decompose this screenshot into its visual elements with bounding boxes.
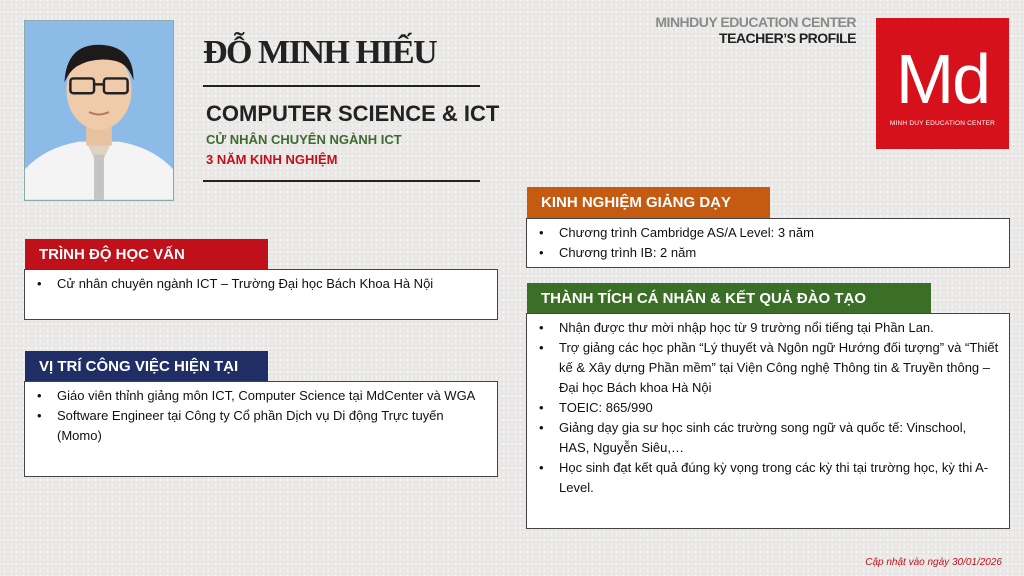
current-position-header: VỊ TRÍ CÔNG VIỆC HIỆN TẠI <box>25 351 268 382</box>
updated-date: Cập nhật vào ngày 30/01/2026 <box>865 557 1002 568</box>
teacher-subject: COMPUTER SCIENCE & ICT <box>206 101 500 126</box>
list-item: • Giảng dạy gia sư học sinh các trường song ngữ và quốc tế: Vinschool, HAS, Nguyễn Siêu,… <box>535 418 999 458</box>
achievements-list <box>535 318 999 498</box>
teaching-experience-header: KINH NGHIỆM GIẢNG DẠY <box>527 187 770 218</box>
teacher-name: ĐỖ MINH HIẾU <box>203 34 437 71</box>
teacher-photo <box>24 20 174 201</box>
list-item: • Cử nhân chuyên ngành ICT – Trường Đại học Bách Khoa Hà Nội <box>33 274 487 294</box>
divider-bottom <box>203 180 480 182</box>
current-position-box <box>24 381 498 477</box>
list-item: • Chương trình IB: 2 năm <box>535 243 999 263</box>
teaching-experience-list <box>535 223 999 263</box>
list-item: • Software Engineer tại Công ty Cổ phần Dịch vụ Di động Trực tuyến (Momo) <box>33 406 487 446</box>
teaching-experience-box <box>526 218 1010 268</box>
education-header: TRÌNH ĐỘ HỌC VẤN <box>25 239 268 270</box>
teacher-experience: 3 NĂM KINH NGHIỆM <box>206 152 338 167</box>
current-position-list <box>33 386 487 446</box>
teacher-degree: CỬ NHÂN CHUYÊN NGÀNH ICT <box>206 132 402 147</box>
portrait-image <box>25 21 173 200</box>
achievements-header: THÀNH TÍCH CÁ NHÂN & KẾT QUẢ ĐÀO TẠO <box>527 283 931 314</box>
education-list <box>33 274 487 294</box>
divider-top <box>203 85 480 87</box>
education-box <box>24 269 498 320</box>
list-item: • Học sinh đạt kết quả đúng kỳ vọng trong các kỳ thi tại trường học, kỳ thi A-Level. <box>535 458 999 498</box>
list-item: • Trợ giảng các học phần “Lý thuyết và Ngôn ngữ Hướng đối tượng” và “Thiết kế & Xây dựng Phần mềm” tại Viện Công nghệ Thông tin & Truyền thông – Đại học Bách khoa Hà Nội <box>535 338 999 398</box>
center-logo <box>876 18 1009 149</box>
achievements-box <box>526 313 1010 529</box>
center-name: MINHDUY EDUCATION CENTER <box>655 14 856 30</box>
logo-mark: Md <box>895 40 990 118</box>
logo-caption: MINH DUY EDUCATION CENTER <box>889 120 996 127</box>
list-item: • Chương trình Cambridge AS/A Level: 3 năm <box>535 223 999 243</box>
list-item: • Nhận được thư mời nhập học từ 9 trường nổi tiếng tại Phần Lan. <box>535 318 999 338</box>
profile-title: TEACHER’S PROFILE <box>719 30 856 46</box>
list-item: • TOEIC: 865/990 <box>535 398 999 418</box>
list-item: • Giáo viên thỉnh giảng môn ICT, Computer Science tại MdCenter và WGA <box>33 386 487 406</box>
